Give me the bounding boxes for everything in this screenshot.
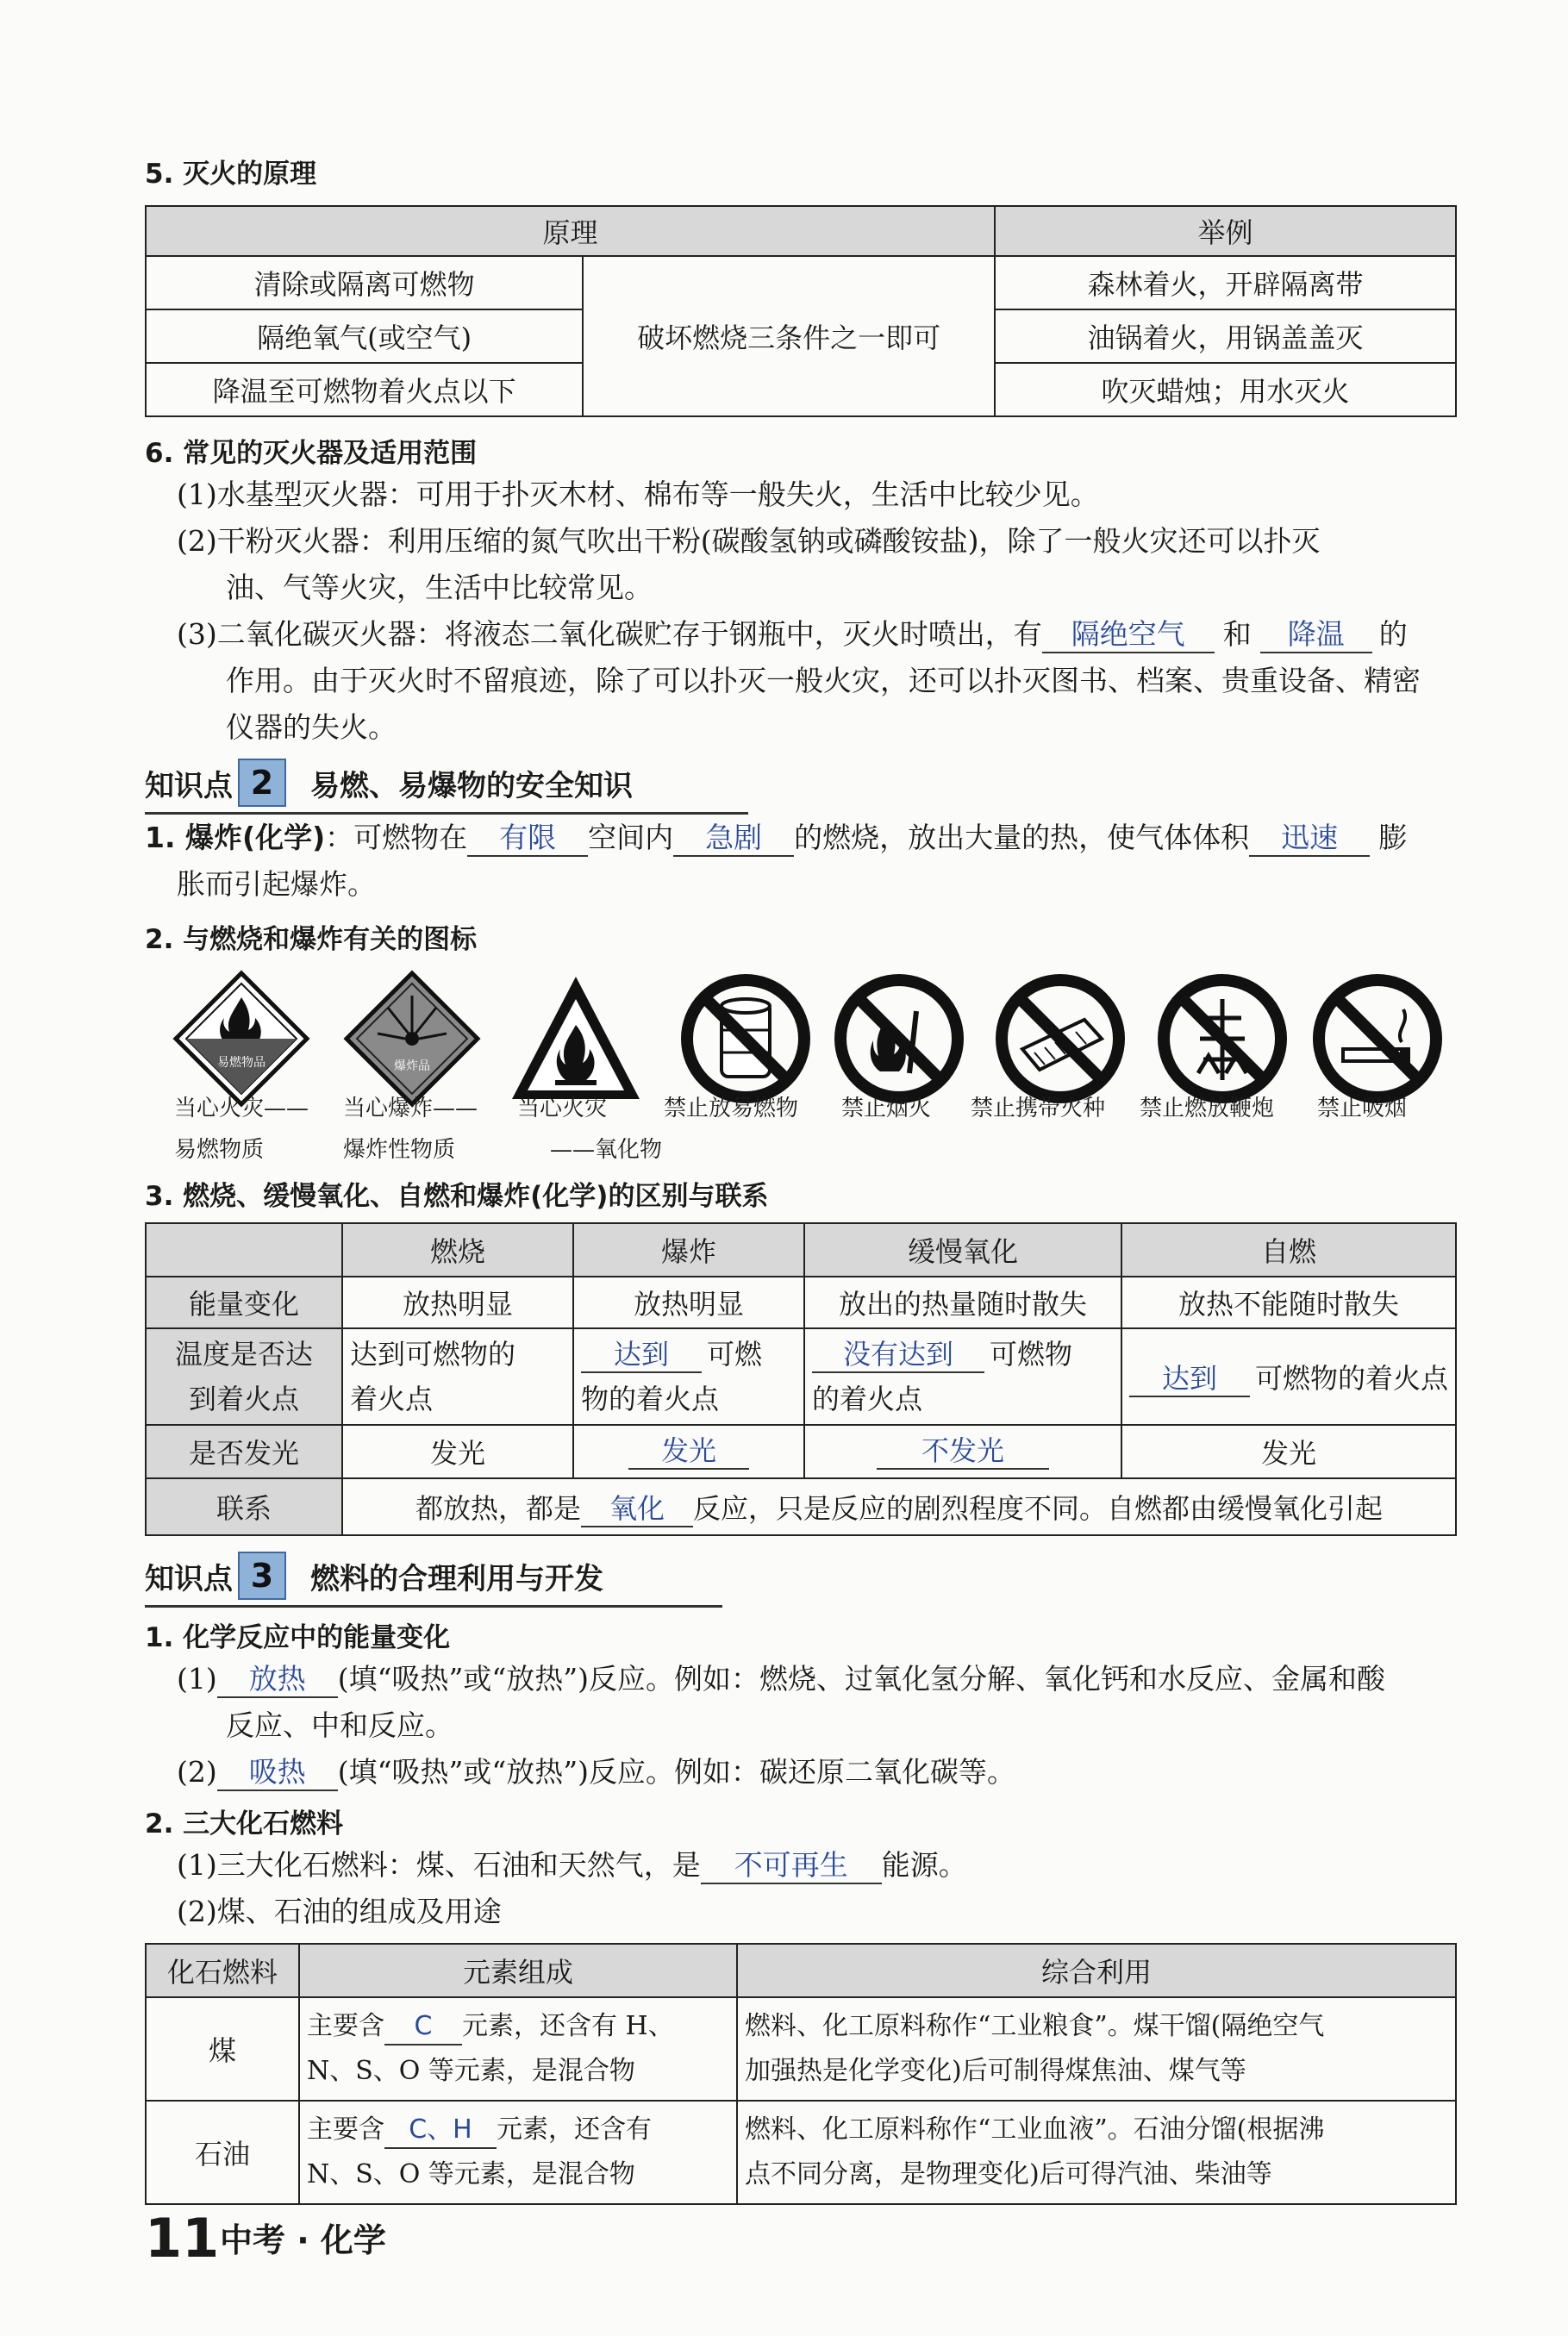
text: 能源。 [881, 1848, 967, 1882]
book-title: 中考 · 化学 [220, 2221, 386, 2259]
answer-blank: 不发光 [877, 1433, 1049, 1470]
caption-8: 禁止吸烟 [1317, 1096, 1408, 1121]
cell-line: 达到可燃物的 [350, 1338, 516, 1371]
fuel-oil: 石油 [146, 2101, 299, 2204]
cell-line: 燃料、化工原料称作“工业粮食”。煤干馏(隔绝空气 [745, 2011, 1325, 2041]
kp-title: 燃料的合理利用与开发 [310, 1561, 603, 1596]
answer-blank: 达到 [1129, 1361, 1250, 1397]
row-label-line: 到着火点 [188, 1383, 299, 1415]
ignition-burning [342, 1328, 573, 1425]
no-fireworks-icon [1153, 970, 1291, 1108]
explosion-definition-cont: 胀而引起爆炸。 [177, 867, 376, 901]
oil-elements [299, 2101, 737, 2204]
coal-usage [737, 1997, 1456, 2101]
energy-change-title: 1. 化学反应中的能量变化 [145, 1622, 451, 1653]
cell-text: 主要含 [307, 2011, 384, 2041]
knowledge-point-2 [145, 759, 748, 815]
row-energy: 能量变化 [146, 1277, 342, 1328]
cell-line: 点不同分离，是物理变化)后可得汽油、柴油等 [745, 2159, 1272, 2189]
answer-blank: 有限 [467, 821, 588, 857]
kp-label: 知识点 [145, 768, 233, 803]
energy-explosion: 放热明显 [573, 1277, 804, 1328]
text: 膨 [1378, 821, 1408, 854]
endothermic-line [177, 1750, 1015, 1795]
relation-text [342, 1478, 1456, 1535]
fossil-fuels-sub: (2)煤、石油的组成及用途 [177, 1895, 502, 1928]
energy-slow: 放出的热量随时散失 [804, 1277, 1121, 1328]
light-slow [804, 1425, 1121, 1478]
light-spontaneous: 发光 [1121, 1425, 1456, 1478]
caption-5: 禁止烟火 [841, 1096, 932, 1121]
principle-1: 清除或隔离可燃物 [146, 256, 583, 309]
energy-burning: 放热明显 [342, 1277, 573, 1328]
cell-text: 元素，还含有 [497, 2114, 652, 2145]
cell-text: 反应，只是反应的剧烈程度不同。自燃都由缓慢氧化引起 [693, 1491, 1384, 1525]
cell-text: 可燃物 [990, 1338, 1073, 1371]
fossil-fuel-table [145, 1943, 1457, 2205]
col-fuel: 化石燃料 [146, 1944, 299, 1997]
page-number: 11 [145, 2207, 220, 2270]
ignition-slow [804, 1328, 1121, 1425]
fossil-fuels-title: 2. 三大化石燃料 [145, 1808, 344, 1839]
row-label-line: 温度是否达 [174, 1338, 313, 1371]
fuel-coal: 煤 [146, 1997, 299, 2101]
principle-3: 降温至可燃物着火点以下 [146, 363, 583, 416]
no-smoking-icon [1309, 970, 1446, 1108]
caption-7: 禁止燃放鞭炮 [1140, 1096, 1275, 1121]
light-burning: 发光 [342, 1425, 573, 1478]
caption-line: 当心火灾—— [174, 1096, 309, 1121]
kp-number: 2 [238, 759, 286, 807]
text: (1) [177, 1662, 217, 1696]
comparison-title: 3. 燃烧、缓慢氧化、自燃和爆炸(化学)的区别与联系 [145, 1181, 769, 1212]
caption-line: ——氧化物 [550, 1137, 663, 1163]
extinguisher-3-cont: 作用。由于灭火时不留痕迹，除了可以扑灭一般火灾，还可以扑灭图书、档案、贵重设备、精密 [226, 664, 1421, 697]
principle-summary: 破坏燃烧三条件之一即可 [583, 256, 995, 416]
extinguisher-1: (1)水基型灭火器：可用于扑灭木材、棉布等一般失火，生活中比较少见。 [177, 478, 1099, 511]
caption-6: 禁止携带火种 [971, 1096, 1106, 1121]
explosive-warning-icon [343, 970, 481, 1108]
example-2: 油锅着火，用锅盖盖灭 [995, 309, 1456, 363]
answer-blank: 氧化 [581, 1491, 693, 1527]
answer-blank: 发光 [628, 1433, 749, 1470]
answer-blank: 放热 [217, 1662, 338, 1698]
cell-line: 的着火点 [812, 1383, 923, 1415]
explosion-definition [145, 815, 1407, 860]
row-light: 是否发光 [146, 1425, 342, 1478]
answer-blank: 降温 [1260, 617, 1372, 653]
extinguisher-2: (2)干粉灭火器：利用压缩的氮气吹出干粉(碳酸氢钠或磷酸铵盐)，除了一般火灾还可以扑灭 [177, 524, 1321, 558]
cell-text: 可燃 [707, 1338, 763, 1371]
flammable-warning-icon [172, 970, 310, 1108]
cell-line: 物的着火点 [581, 1383, 720, 1415]
col-example: 举例 [995, 206, 1456, 256]
caption-2 [343, 1088, 478, 1171]
text: 的 [1378, 617, 1408, 651]
cell-line: 着火点 [350, 1383, 434, 1415]
answer-blank: C [384, 2009, 462, 2046]
sign-label: 易燃物品 [217, 1056, 265, 1070]
caption-4: 禁止放易燃物 [664, 1096, 799, 1121]
no-flammables-icon [677, 970, 815, 1108]
text: 的燃烧，放出大量的热，使气体体积 [794, 821, 1250, 854]
caption-3 [517, 1088, 662, 1171]
text: 空间内 [588, 821, 674, 854]
text: (填“吸热”或“放热”)反应。例如：燃烧、过氧化氢分解、氧化钙和水反应、金属和酸 [337, 1662, 1385, 1696]
caption-1 [174, 1088, 309, 1171]
extinguish-principle-table [145, 205, 1457, 417]
answer-blank: 没有达到 [812, 1337, 984, 1373]
exothermic-line-cont: 反应、中和反应。 [226, 1708, 453, 1742]
extinguisher-3-cont2: 仪器的失火。 [226, 710, 397, 744]
example-1: 森林着火，开辟隔离带 [995, 256, 1456, 309]
extinguisher-3 [177, 612, 1408, 657]
text: 和 [1222, 617, 1252, 651]
cell-text: 都放热，都是 [415, 1491, 581, 1525]
col-usage: 综合利用 [737, 1944, 1456, 1997]
term: 1. 爆炸(化学) [145, 821, 326, 854]
no-open-flame-icon [830, 970, 968, 1108]
cell-text: 元素，还含有 H、 [462, 2011, 674, 2041]
caption-line: 爆炸性物质 [343, 1137, 456, 1163]
answer-blank: 迅速 [1249, 821, 1370, 857]
no-matches-icon [991, 970, 1129, 1108]
kp-label: 知识点 [145, 1561, 233, 1596]
section-5-title: 5. 灭火的原理 [145, 159, 317, 190]
row-ignition [146, 1328, 342, 1425]
energy-spontaneous: 放热不能随时散失 [1121, 1277, 1456, 1328]
light-explosion [573, 1425, 804, 1478]
cell-line: N、S、O 等元素，是混合物 [307, 2159, 635, 2189]
corner-cell [146, 1223, 342, 1277]
section-6-title: 6. 常见的灭火器及适用范围 [145, 438, 478, 469]
row-relation: 联系 [146, 1478, 342, 1535]
answer-blank: C、H [384, 2113, 497, 2149]
cell-text: 主要含 [307, 2114, 384, 2145]
col-elements: 元素组成 [299, 1944, 737, 1997]
col-explosion: 爆炸 [573, 1223, 804, 1277]
knowledge-point-3 [145, 1552, 722, 1608]
answer-blank: 急剧 [673, 821, 794, 857]
text: ：可燃物在 [325, 821, 468, 854]
text: (2) [177, 1755, 217, 1789]
sign-label: 爆炸品 [394, 1059, 430, 1073]
answer-blank: 达到 [581, 1337, 702, 1373]
example-3: 吹灭蜡烛；用水灭火 [995, 363, 1456, 416]
answer-blank: 吸热 [217, 1755, 338, 1791]
col-burning: 燃烧 [342, 1223, 573, 1277]
kp-number: 3 [238, 1552, 286, 1600]
kp-title: 易燃、易爆物的安全知识 [310, 768, 633, 803]
ignition-explosion [573, 1328, 804, 1425]
col-slow-oxidation: 缓慢氧化 [804, 1223, 1121, 1277]
exothermic-line [177, 1657, 1385, 1702]
col-spontaneous: 自燃 [1121, 1223, 1456, 1277]
fossil-fuels-line [177, 1843, 967, 1888]
text: (填“吸热”或“放热”)反应。例如：碳还原二氧化碳等。 [337, 1755, 1015, 1789]
caption-line: 易燃物质 [174, 1137, 265, 1163]
combustion-comparison-table [145, 1222, 1457, 1536]
answer-blank: 隔绝空气 [1042, 617, 1215, 653]
ignition-spontaneous [1121, 1328, 1456, 1425]
cell-text: 可燃物的着火点 [1255, 1361, 1449, 1395]
extinguisher-2-cont: 油、气等火灾，生活中比较常见。 [226, 571, 653, 604]
signs-title: 2. 与燃烧和爆炸有关的图标 [145, 924, 478, 955]
caption-line: 当心爆炸—— [343, 1096, 478, 1121]
coal-elements [299, 1997, 737, 2101]
text: (3)二氧化碳灭火器：将液态二氧化碳贮存于钢瓶中，灭火时喷出，有 [177, 617, 1042, 651]
answer-blank: 不可再生 [701, 1848, 882, 1884]
col-principle: 原理 [146, 206, 995, 256]
text: (1)三大化石燃料：煤、石油和天然气，是 [177, 1848, 701, 1882]
principle-2: 隔绝氧气(或空气) [146, 309, 583, 363]
caption-line: 当心火灾 [517, 1096, 608, 1121]
fire-warning-triangle-icon [507, 970, 645, 1108]
cell-line: 燃料、化工原料称作“工业血液”。石油分馏(根据沸 [745, 2114, 1325, 2145]
cell-line: N、S、O 等元素，是混合物 [307, 2056, 635, 2086]
oil-usage [737, 2101, 1456, 2204]
cell-line: 加强热是化学变化)后可制得煤焦油、煤气等 [745, 2056, 1246, 2086]
